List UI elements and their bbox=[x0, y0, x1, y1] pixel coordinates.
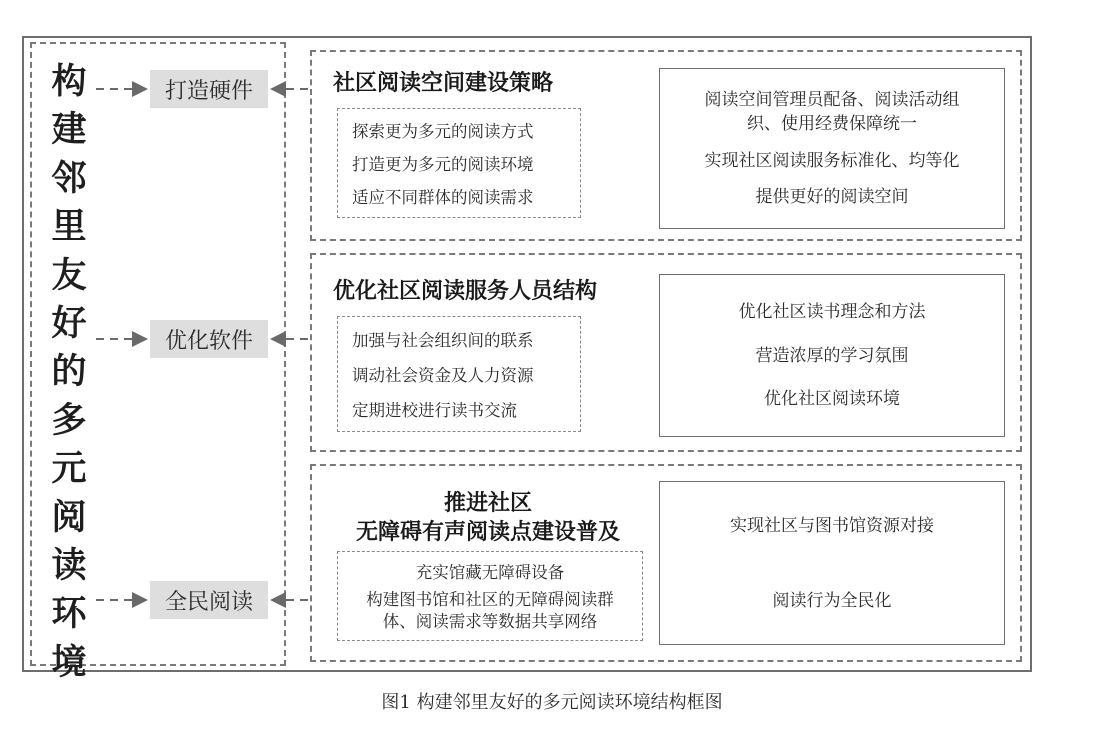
measure-item: 调动社会资金及人力资源 bbox=[352, 365, 534, 385]
title-char: 里 bbox=[51, 206, 87, 248]
result-item: 优化社区读书理念和方法 bbox=[738, 302, 926, 323]
measure-item: 打造更为多元的阅读环境 bbox=[352, 154, 534, 174]
result-item: 实现社区阅读服务标准化、均等化 bbox=[704, 150, 960, 171]
section-1-title: 社区阅读空间建设策略 bbox=[333, 70, 554, 96]
title-char: 友 bbox=[51, 254, 87, 296]
title-char: 元 bbox=[51, 448, 87, 490]
result-item: 提供更好的阅读空间 bbox=[755, 187, 909, 208]
title-char: 读 bbox=[51, 545, 87, 587]
tag-software: 优化软件 bbox=[150, 320, 268, 358]
result-item: 阅读空间管理员配备、阅读活动组织、使用经费保障统一 bbox=[704, 89, 960, 134]
title-char: 好 bbox=[51, 303, 87, 345]
measure-item: 适应不同群体的阅读需求 bbox=[352, 188, 534, 208]
title-char: 构 bbox=[51, 61, 87, 102]
result-item: 营造浓厚的学习氛围 bbox=[755, 345, 909, 366]
result-item: 实现社区与图书馆资源对接 bbox=[730, 515, 934, 536]
measure-item: 定期进校进行读书交流 bbox=[352, 401, 517, 421]
title-char: 的 bbox=[51, 351, 87, 393]
tag-hardware: 打造硬件 bbox=[150, 70, 268, 108]
title-char: 邻 bbox=[51, 157, 87, 199]
result-item: 阅读行为全民化 bbox=[772, 590, 892, 611]
section-3-title-line1: 推进社区 bbox=[443, 490, 532, 516]
measure-item: 充实馆藏无障碍设备 bbox=[415, 563, 565, 582]
title-char: 环 bbox=[51, 593, 87, 635]
section-3-title-line2: 无障碍有声阅读点建设普及 bbox=[355, 519, 620, 545]
measure-item: 探索更为多元的阅读方式 bbox=[352, 121, 534, 141]
title-char: 境 bbox=[51, 641, 87, 683]
figure-caption: 图1 构建邻里友好的多元阅读环境结构框图 bbox=[381, 692, 723, 713]
title-char: 多 bbox=[51, 399, 87, 441]
measure-item: 构建图书馆和社区的无障碍阅读群体、阅读需求等数据共享网络 bbox=[366, 590, 614, 631]
result-item: 优化社区阅读环境 bbox=[764, 388, 900, 409]
section-2-title: 优化社区阅读服务人员结构 bbox=[333, 278, 598, 304]
title-char: 阅 bbox=[51, 496, 87, 538]
title-char: 建 bbox=[51, 109, 87, 151]
tag-reading-for-all: 全民阅读 bbox=[150, 581, 268, 619]
measure-item: 加强与社会组织间的联系 bbox=[352, 330, 534, 350]
